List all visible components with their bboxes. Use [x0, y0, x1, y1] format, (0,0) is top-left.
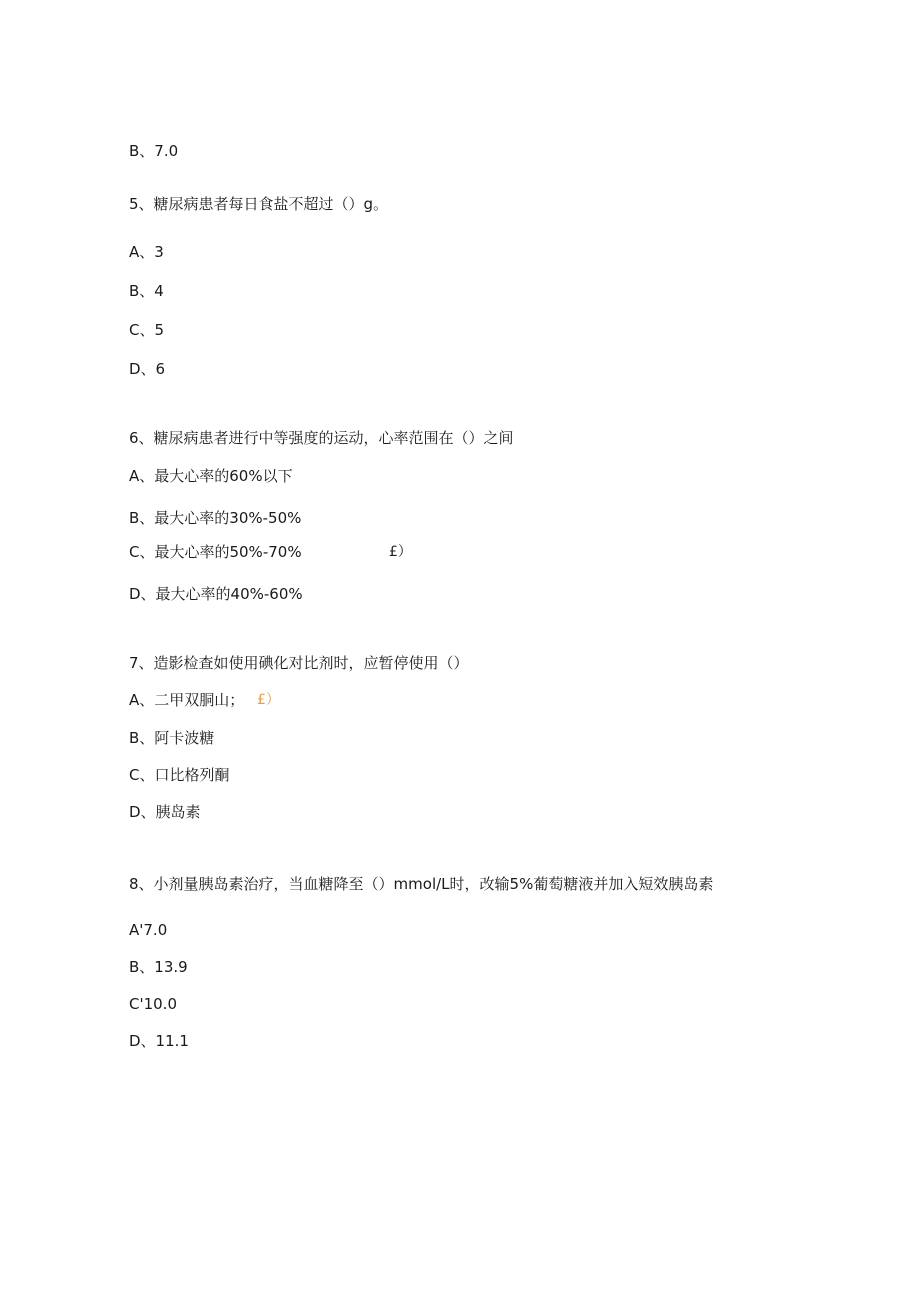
q7-option-a: A、二甲双胴山； [129, 691, 245, 709]
q7-option-b: B、阿卡波糖 [129, 729, 215, 747]
q8-option-d: D、11.1 [129, 1032, 189, 1050]
q5-option-d: D、6 [129, 360, 166, 378]
q6-option-d: D、最大心率的40%-60% [129, 585, 303, 603]
q4-option-b: B、7.0 [129, 142, 179, 160]
q8-option-b: B、13.9 [129, 958, 188, 976]
q5-option-c: C、5 [129, 321, 165, 339]
q8-question: 8、小剂量胰岛素治疗，当血糖降至（）mmol/L时，改输5%葡萄糖液并加入短效胰岛素 [129, 875, 714, 893]
q7-option-a-note: £） [257, 692, 280, 708]
q6-option-c-note: £） [389, 544, 412, 560]
q8-option-c: C'10.0 [129, 995, 177, 1013]
q7-question: 7、造影检查如使用碘化对比剂时，应暂停使用（） [129, 654, 469, 672]
q5-question: 5、糖尿病患者每日食盐不超过（）g。 [129, 195, 389, 213]
q8-option-a: A'7.0 [129, 921, 168, 939]
q6-option-c: C、最大心率的50%-70% [129, 543, 302, 561]
q6-option-b: B、最大心率的30%-50% [129, 509, 302, 527]
q7-option-c: C、口比格列酮 [129, 766, 230, 784]
q6-question: 6、糖尿病患者进行中等强度的运动，心率范围在（）之间 [129, 429, 514, 447]
q5-option-b: B、4 [129, 282, 164, 300]
q6-option-a: A、最大心率的60%以下 [129, 467, 293, 485]
q5-option-a: A、3 [129, 243, 164, 261]
q7-option-d: D、胰岛素 [129, 803, 201, 821]
